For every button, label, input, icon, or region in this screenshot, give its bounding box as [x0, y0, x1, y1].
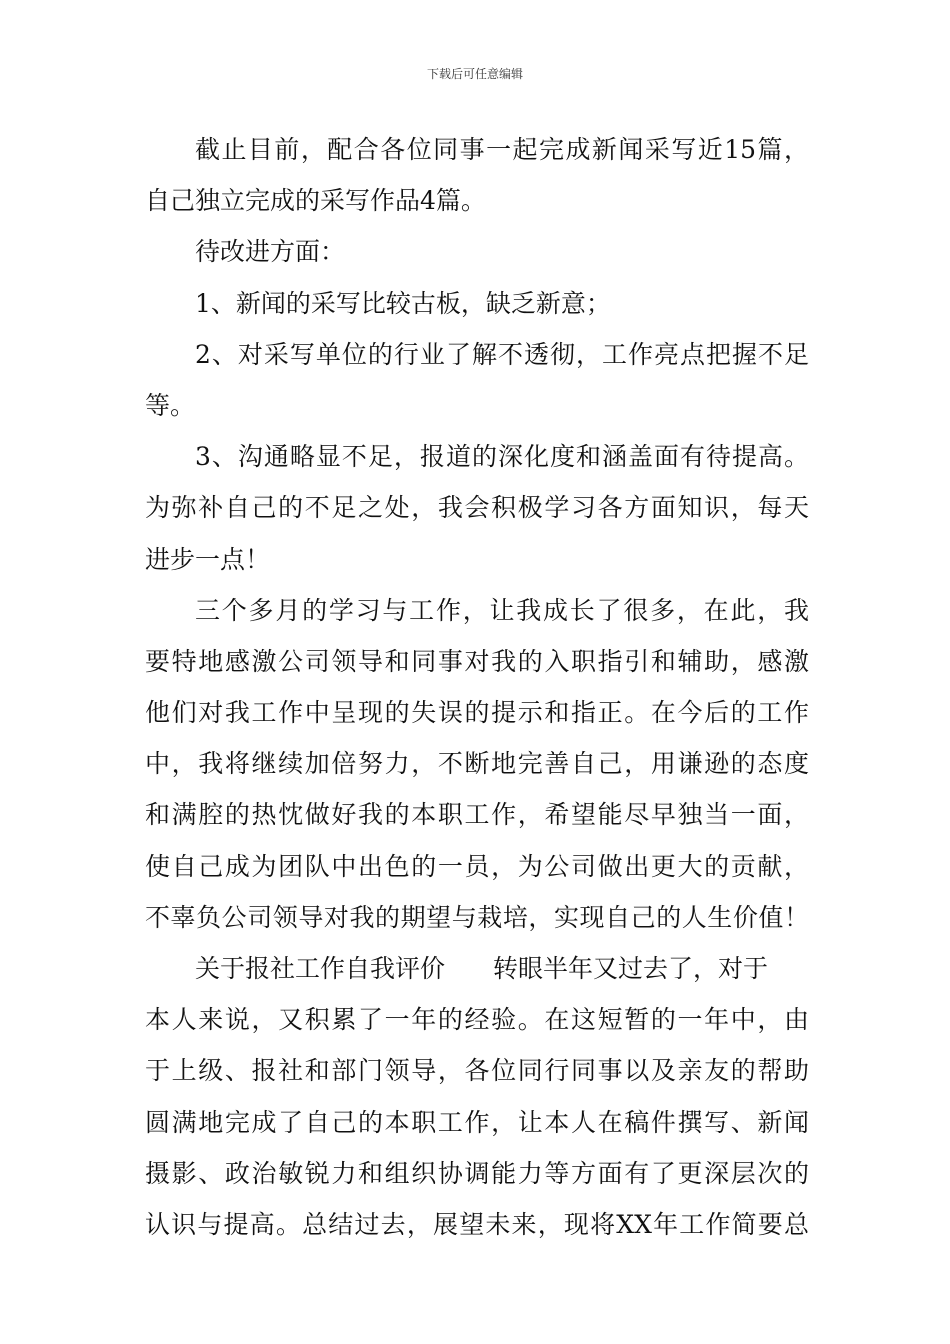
text-line: 1、新闻的采写比较古板，缺乏新意； [195, 288, 611, 318]
section-title: 关于报社工作自我评价 [195, 954, 446, 983]
text-line: 使自己成为团队中出色的一员，为公司做出更大的贡献， [145, 851, 809, 881]
document-body [145, 124, 809, 1250]
text-line: 他们对我工作中呈现的失误的提示和指正。在今后的工作 [145, 698, 809, 728]
text-line: 等。 [145, 390, 196, 420]
text-line: 进步一点！ [145, 544, 271, 574]
text-line: 3、沟通略显不足，报道的深化度和涵盖面有待提高。 [195, 442, 809, 472]
text-line: 本人来说，又积累了一年的经验。在这短暂的一年中，由 [145, 1005, 809, 1035]
page-header: 下载后可任意编辑 [426, 67, 523, 81]
text-line: 截止目前，配合各位同事一起完成新闻采写近15篇， [195, 135, 809, 164]
text-line: 和满腔的热忱做好我的本职工作，希望能尽早独当一面， [145, 800, 809, 830]
text-line: 摄影、政治敏锐力和组织协调能力等方面有了更深层次的 [145, 1158, 809, 1188]
text-line: 不辜负公司领导对我的期望与栽培，实现自己的人生价值！ [145, 902, 809, 932]
text-line: 圆满地完成了自己的本职工作，让本人在稿件撰写、新闻 [145, 1107, 809, 1137]
text-line: 2、对采写单位的行业了解不透彻，工作亮点把握不足 [195, 339, 809, 369]
text-line-heading [145, 943, 809, 994]
text-line: 三个多月的学习与工作，让我成长了很多，在此，我 [195, 595, 809, 625]
text-line: 要特地感激公司领导和同事对我的入职指引和辅助，感激 [145, 646, 809, 676]
text-line: 认识与提高。总结过去，展望未来，现将XX年工作简要总 [145, 1209, 809, 1239]
text-line: 为弥补自己的不足之处，我会积极学习各方面知识，每天 [145, 493, 809, 523]
text-line: 中，我将继续加倍努力，不断地完善自己，用谦逊的态度 [145, 749, 809, 779]
text-line: 于上级、报社和部门领导，各位同行同事以及亲友的帮助 [145, 1056, 809, 1086]
text-line: 自己独立完成的采写作品4篇。 [145, 186, 486, 216]
text-fragment: 转眼半年又过去了，对于 [493, 954, 769, 983]
text-line: 待改进方面： [195, 237, 346, 267]
